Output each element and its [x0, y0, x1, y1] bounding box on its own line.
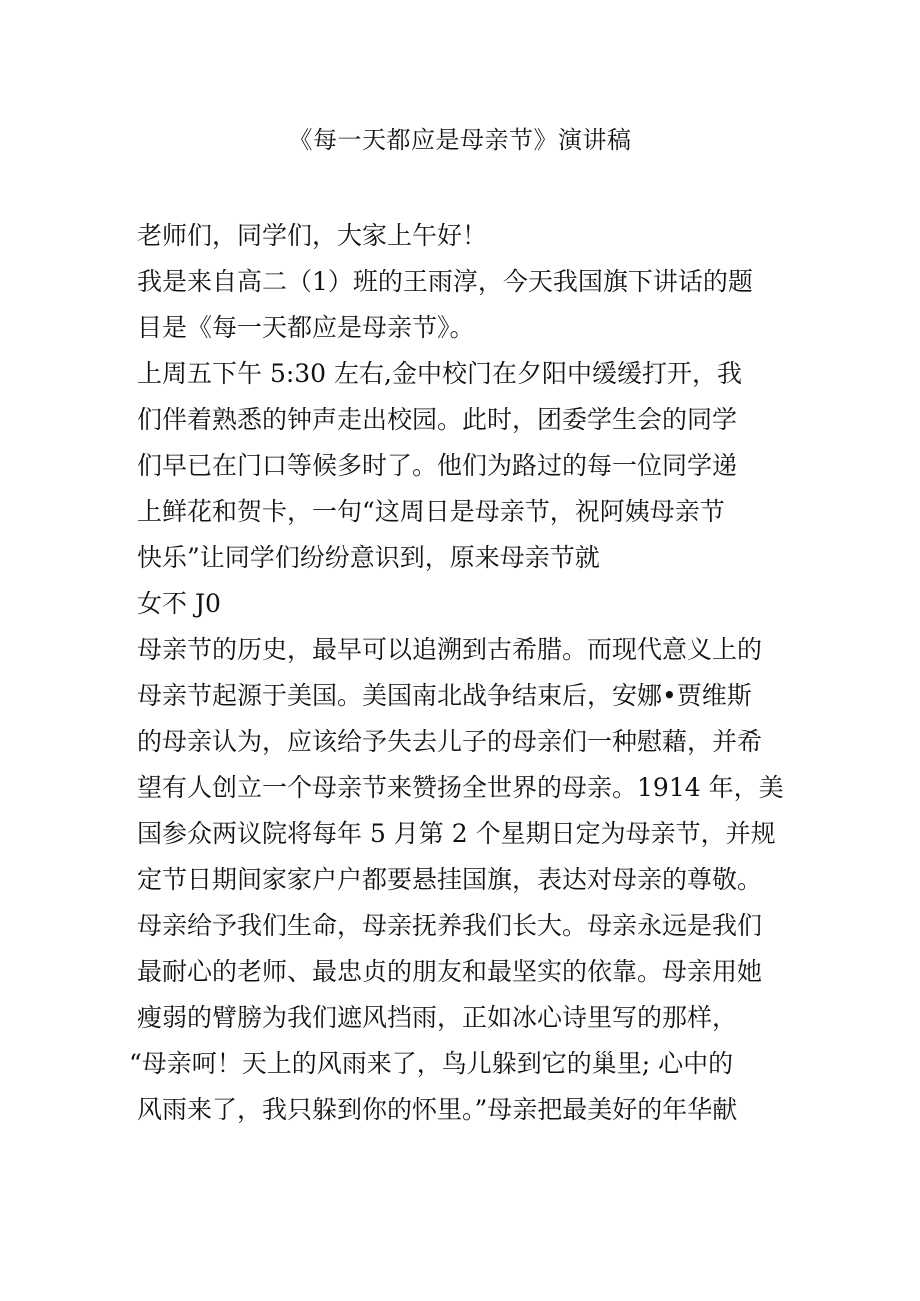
text-line: 快乐”让同学们纷纷意识到，原来母亲节就: [137, 543, 600, 572]
text-line: 望有人创立一个母亲节来赞扬全世界的母亲。1914 年，美: [137, 773, 784, 802]
text-line: “母亲呵！天上的风雨来了，鸟儿躲到它的巢里; 心中的: [129, 1049, 734, 1078]
text-line: 上鲜花和贺卡，一句“这周日是母亲节，祝阿姨母亲节: [137, 497, 725, 526]
text-line: 最耐心的老师、最忠贞的朋友和最坚实的依靠。母亲用她: [137, 957, 763, 986]
text-line: 母亲给予我们生命，母亲抚养我们长大。母亲永远是我们: [137, 911, 763, 940]
text-line: 们早已在门口等候多时了。他们为路过的每一位同学递: [137, 451, 738, 480]
text-line: 母亲节的历史，最早可以追溯到古希腊。而现代意义上的: [137, 635, 763, 664]
document-body: [129, 213, 827, 1133]
text-line: 的母亲认为，应该给予失去儿子的母亲们一种慰藉，并希: [137, 727, 763, 756]
document-title: 《每一天都应是母亲节》演讲稿: [288, 126, 632, 154]
text-line: 目是《每一天都应是母亲节》。: [137, 313, 475, 342]
text-line: 国参众两议院将每年 5 月第 2 个星期日定为母亲节，并规: [137, 819, 776, 848]
text-line: 母亲节起源于美国。美国南北战争结束后，安娜•贾维斯: [137, 681, 752, 710]
text-line: 风雨来了，我只躲到你的怀里。”母亲把最美好的年华献: [137, 1095, 738, 1124]
text-line: 瘦弱的臂膀为我们遮风挡雨，正如冰心诗里写的那样，: [137, 1003, 738, 1032]
text-line: 我是来自高二（1）班的王雨淳，今天我国旗下讲话的题: [137, 267, 753, 296]
text-line: 女不 J0: [137, 589, 221, 618]
text-line: 上周五下午 5:30 左右,金中校门在夕阳中缓缓打开，我: [137, 359, 742, 388]
text-line: 定节日期间家家户户都要悬挂国旗，表达对母亲的尊敬。: [137, 865, 763, 894]
text-line: 老师们，同学们，大家上午好！: [137, 221, 488, 250]
text-line: 们伴着熟悉的钟声走出校园。此时，团委学生会的同学: [137, 405, 738, 434]
